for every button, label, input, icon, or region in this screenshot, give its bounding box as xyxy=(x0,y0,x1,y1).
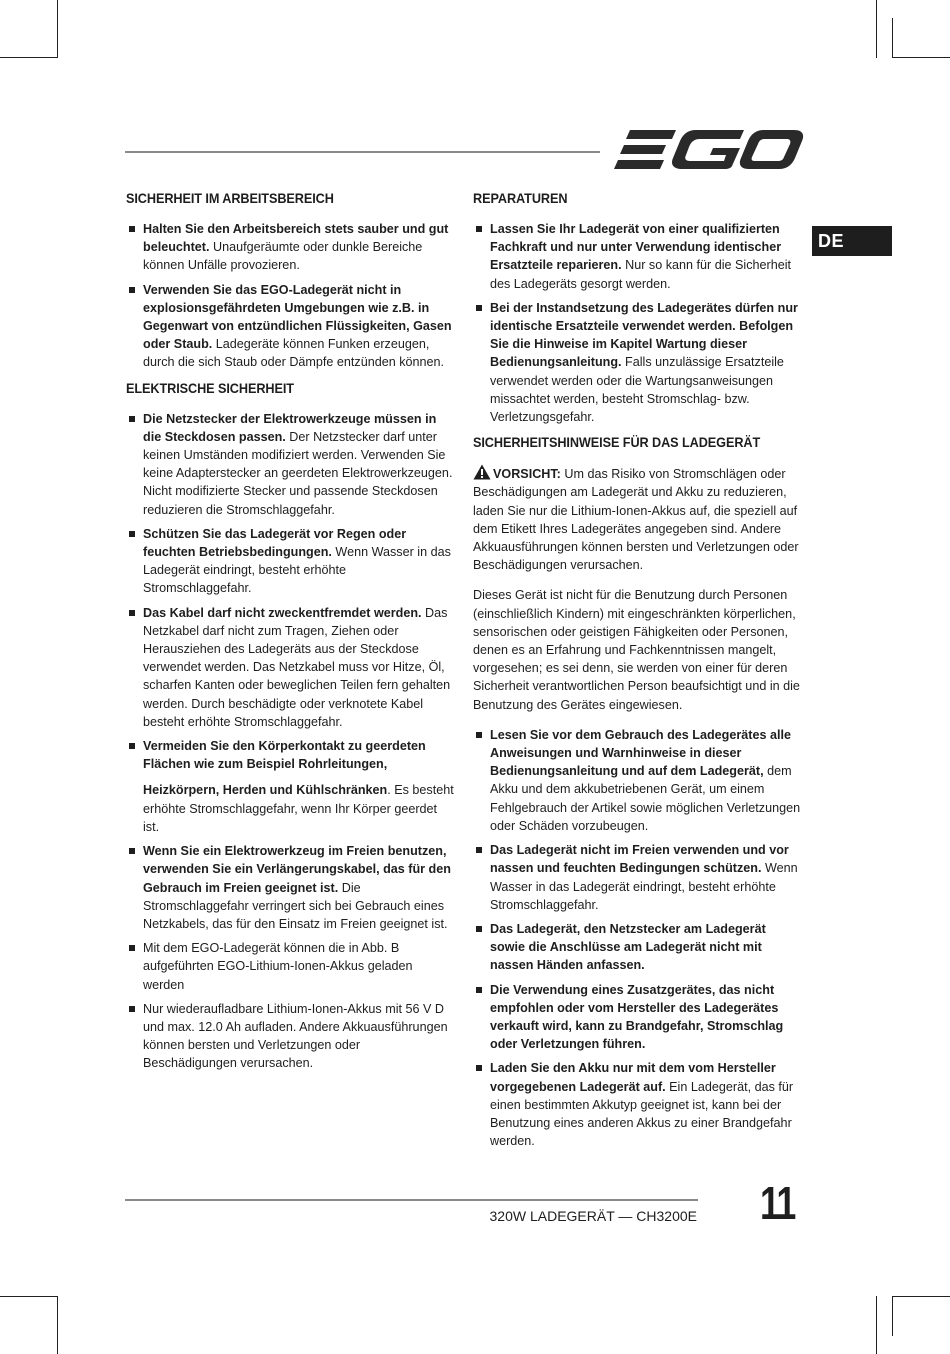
crop-mark xyxy=(892,1296,893,1336)
crop-mark xyxy=(0,1296,58,1297)
item-text: Unaufgeräumte oder dunkle Bereiche können Unfälle provozieren. xyxy=(143,240,423,273)
section-electrical-safety xyxy=(126,380,456,1073)
list-item xyxy=(473,726,803,835)
language-tab: DE xyxy=(812,226,892,256)
section-heading: ELEKTRISCHE SICHERHEIT xyxy=(126,380,294,396)
list-item xyxy=(473,920,803,975)
footer-rule xyxy=(125,1199,698,1201)
crop-mark xyxy=(0,57,58,58)
item-bold-text: Halten Sie den Arbeitsbereich stets sauber und gut beleuchtet. xyxy=(143,222,449,255)
item-text: Das Netzkabel darf nicht zum Tragen, Ziehen oder Herausziehen des Ladegeräts aus der Steckdose verwendet werden. Das Netzkabel muss vor Hitze, Öl, scharfen Kanten oder beweglichen Teilen fern gehalten werden. Durch beschädigte oder verknotete Kabel besteht erhöhte Stromschlaggefahr. xyxy=(143,605,451,729)
item-bold-text: Das Ladegerät nicht im Freien verwenden und vor nassen und feuchten Bedingungen schützen. xyxy=(490,843,789,876)
crop-mark xyxy=(892,18,893,58)
list-item xyxy=(473,299,803,426)
list-item xyxy=(126,525,456,598)
page-number: 11 xyxy=(760,1177,795,1229)
list-item xyxy=(126,939,456,994)
item-text: Die Stromschlaggefahr verringert sich bei Gebrauch eines Netzkabels, das für den Einsatz im Freien geeignet ist. xyxy=(143,880,448,931)
section-heading: SICHERHEIT IM ARBEITSBEREICH xyxy=(126,191,334,206)
list-item xyxy=(473,841,803,914)
list-item xyxy=(126,220,456,275)
ego-logo xyxy=(614,128,804,172)
item-bold-text: Laden Sie den Akku nur mit dem vom Hersteller vorgegebenen Ladegerät auf. xyxy=(490,1061,776,1094)
item-text: dem Akku und dem akkubetriebenen Gerät, um einem Fehlgebrauch der Artikel sowie möglichen Verletzungen oder Schäden vorzubeugen. xyxy=(490,764,801,833)
item-text: Mit dem EGO-Ladegerät können die in Abb. B aufgeführten EGO-Lithium-Ionen-Akkus geladen werden xyxy=(143,941,413,992)
list-item xyxy=(473,1059,803,1150)
item-text: Ein Ladegerät, das für einen bestimmten Akkutyp geeignet ist, kann bei der Benutzung eines anderen Akkus zu einer Brandgefahr werden. xyxy=(490,1079,794,1149)
item-bold-text: Bei der Instandsetzung des Ladegerätes dürfen nur identische Ersatzteile verwendet werden. Befolgen Sie die Hinweise im Kapitel Wartung dieser Bedienungsanleitung. xyxy=(490,300,798,370)
list-item xyxy=(473,981,803,1054)
item-text: Falls unzulässige Ersatzteile verwendet werden oder die Wartungsanweisungen missachtet werden, besteht Stromschlag- bzw. Verletzungsgefahr. xyxy=(490,355,784,425)
bullet-list xyxy=(126,410,456,1073)
item-bold-text: Lassen Sie Ihr Ladegerät von einer qualifizierten Fachkraft und nur unter Verwendung identischer Ersatzteile reparieren. xyxy=(490,222,782,273)
list-item xyxy=(126,737,456,836)
crop-mark xyxy=(876,0,877,58)
item-bold-text: Heizkörpern, Herden und Kühlschränken xyxy=(143,783,388,798)
item-text: Wenn Wasser in das Ladegerät eindringt, besteht erhöhte Stromschlaggefahr. xyxy=(143,545,451,596)
item-text: Ladegeräte können Funken erzeugen, durch die sich Staub oder Dämpfe entzünden können. xyxy=(143,337,445,370)
warning-label: VORSICHT: xyxy=(493,467,561,482)
item-bold-text: Lesen Sie vor dem Gebrauch des Ladegerätes alle Anweisungen und Warnhinweise in dieser Bedienungsanleitung und auf dem Ladegerät, xyxy=(490,727,791,779)
section-repairs xyxy=(473,190,803,426)
item-text: . Es besteht erhöhte Stromschlaggefahr, wenn Ihr Körper geerdet ist. xyxy=(143,783,454,834)
item-text: Nur so kann für die Sicherheit des Ladegeräts gesorgt werden. xyxy=(490,258,792,291)
list-item xyxy=(126,410,456,519)
item-bold-text: Das Ladegerät, den Netzstecker am Ladegerät sowie die Anschlüsse am Ladegerät nicht mit nassen Händen anfassen. xyxy=(490,921,766,973)
item-bold-text: Vermeiden Sie den Körperkontakt zu geerdeten Flächen wie zum Beispiel Rohrleitungen, xyxy=(143,739,426,772)
item-bold-text: Die Netzstecker der Elektrowerkzeuge müssen in die Steckdosen passen. xyxy=(143,411,437,444)
list-item xyxy=(126,842,456,933)
warning-text: Um das Risiko von Stromschlägen oder Beschädigungen am Ladegerät und Akku zu reduzieren, laden Sie nur die Lithium-Ionen-Akkus auf, die speziell auf dem Etikett Ihres Ladegerätes angegeben sind. Andere Akkuausführungen können bersten und Verletzungen oder Beschädigungen verursachen. xyxy=(473,467,799,573)
right-column xyxy=(473,190,803,1158)
crop-mark xyxy=(892,57,950,58)
item-text: Wenn Wasser in das Ladegerät eindringt, besteht erhöhte Stromschlaggefahr. xyxy=(490,861,798,912)
list-item xyxy=(126,1000,456,1073)
crop-mark xyxy=(892,1296,950,1297)
footer-title: 320W LADEGERÄT — CH3200E xyxy=(489,1208,697,1224)
crop-mark xyxy=(57,0,58,58)
list-item xyxy=(473,220,803,293)
item-bold-text: Verwenden Sie das EGO-Ladegerät nicht in explosionsgefährdeten Umgebungen wie z.B. in Gegenwart von entzündlichen Flüssigkeiten, Gasen oder Staub. xyxy=(143,282,452,352)
section-heading: REPARATUREN xyxy=(473,191,568,206)
item-text: Der Netzstecker darf unter keinen Umständen modifiziert werden. Verwenden Sie keine Adapterstecker an geerdeten Elektrowerkzeugen. Nicht modifizierte Stecker und passende Steckdosen reduzieren die Stromschlaggefahr. xyxy=(143,429,453,517)
left-column xyxy=(126,190,456,1081)
section-work-area xyxy=(126,190,456,372)
bullet-list xyxy=(473,220,803,426)
crop-mark xyxy=(876,1296,877,1354)
item-bold-text: Das Kabel darf nicht zweckentfremdet werden. xyxy=(143,605,422,620)
bullet-list xyxy=(126,220,456,372)
bullet-list xyxy=(473,726,803,1150)
body-paragraph: Dieses Gerät ist nicht für die Benutzung durch Personen (einschließlich Kindern) mit eingeschränkten körperlichen, sensorischen oder geistigen Fähigkeiten oder Personen, denen es an Erfahrung und Fachkenntnissen mangelt, vorgesehen; es sei denn, sie werden von einer für deren Sicherheit verantwortlichen Person beaufsichtigt und in die Benutzung des Gerätes eingewiesen. xyxy=(473,588,800,712)
item-bold-text: Schützen Sie das Ladegerät vor Regen oder feuchten Betriebsbedingungen. xyxy=(143,526,407,560)
section-charger-safety xyxy=(473,434,803,1150)
item-bold-text: Die Verwendung eines Zusatzgerätes, das nicht empfohlen oder vom Hersteller des Ladegerätes verkauft wird, kann zu Brandgefahr, Stromschlag oder Verletzungen führen. xyxy=(490,982,784,1052)
item-bold-text: Wenn Sie ein Elektrowerkzeug im Freien benutzen, verwenden Sie ein Verlängerungskabel, das für den Gebrauch im Freien geeignet ist. xyxy=(143,844,451,895)
section-heading: SICHERHEITSHINWEISE FÜR DAS LADEGERÄT xyxy=(473,435,761,451)
warning-paragraph xyxy=(473,464,803,574)
list-item xyxy=(126,604,456,731)
crop-mark xyxy=(57,1296,58,1354)
item-continuation xyxy=(143,781,456,836)
list-item xyxy=(126,281,456,372)
item-text: Nur wiederaufladbare Lithium-Ionen-Akkus mit 56 V D und max. 12.0 Ah aufladen. Andere Akkuausführungen können bersten und Verletzungen oder Beschädigungen verursachen. xyxy=(143,1001,448,1071)
header-rule xyxy=(125,151,600,153)
warning-triangle-icon xyxy=(473,464,491,480)
